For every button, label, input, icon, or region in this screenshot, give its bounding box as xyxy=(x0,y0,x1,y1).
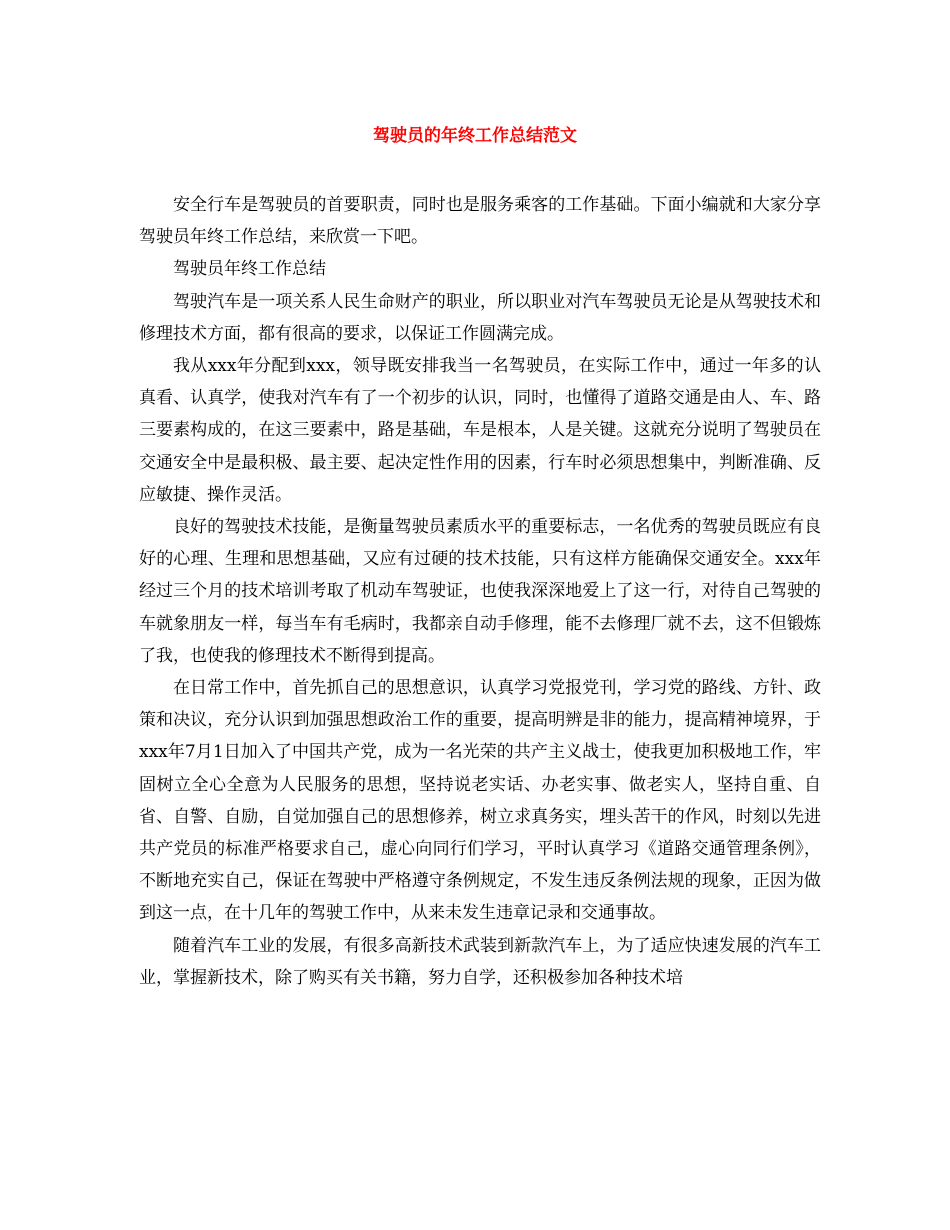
paragraph-driving-skills: 良好的驾驶技术技能，是衡量驾驶员素质水平的重要标志，一名优秀的驾驶员既应有良好的心理、生理和思想基础，又应有过硬的技术技能，只有这样方能确保交通安全。xxx年经过三个月的技术培训考取了机动车驾驶证，也使我深深地爱上了这一行，对待自己驾驶的车就象朋友一样，每当车有毛病时，我都亲自动手修理，能不去修理厂就不去，这不但锻炼了我，也使我的修理技术不断得到提高。 xyxy=(139,517,821,666)
paragraph-assignment: 我从xxx年分配到xxx，领导既安排我当一名驾驶员，在实际工作中，通过一年多的认真看、认真学，使我对汽车有了一个初步的认识，同时，也懂得了道路交通是由人、车、路三要素构成的，在这三要素中，路是基础，车是根本，人是关键。这就充分说明了驾驶员在交通安全中是最积极、最主要、起决定性作用的因素，行车时必须思想集中，判断准确、反应敏捷、操作灵活。 xyxy=(139,356,821,505)
section-heading: 驾驶员年终工作总结 xyxy=(173,259,326,280)
paragraph-intro: 安全行车是驾驶员的首要职责，同时也是服务乘客的工作基础。下面小编就和大家分享驾驶员年终工作总结，来欣赏一下吧。 xyxy=(139,195,821,248)
paragraph-daily-work: 在日常工作中，首先抓自己的思想意识，认真学习党报党刊，学习党的路线、方针、政策和决议，充分认识到加强思想政治工作的重要，提高明辨是非的能力，提高精神境界，于xxx年7月1日加入了中国共产党，成为一名光荣的共产主义战士，使我更加积极地工作，牢固树立全心全意为人民服务的思想，坚持说老实话、办老实事、做老实人，坚持自重、自省、自警、自励，自觉加强自己的思想修养，树立求真务实，埋头苦干的作风，时刻以先进共产党员的标准严格要求自己，虚心向同行们学习，平时认真学习《道路交通管理条例》，不断地充实自己，保证在驾驶中严格遵守条例规定，不发生违反条例法规的现象，正因为做到这一点，在十几年的驾驶工作中，从来未发生违章记录和交通事故。 xyxy=(139,678,821,924)
paragraph-driving-profession: 驾驶汽车是一项关系人民生命财产的职业，所以职业对汽车驾驶员无论是从驾驶技术和修理技术方面，都有很高的要求，以保证工作圆满完成。 xyxy=(139,291,821,344)
document-body xyxy=(139,189,821,994)
paragraph-new-technology: 随着汽车工业的发展，有很多高新技术武装到新款汽车上，为了适应快速发展的汽车工业，掌握新技术，除了购买有关书籍，努力自学，还积极参加各种技术培 xyxy=(139,935,821,988)
document-title: 驾驶员的年终工作总结范文 xyxy=(373,126,577,146)
